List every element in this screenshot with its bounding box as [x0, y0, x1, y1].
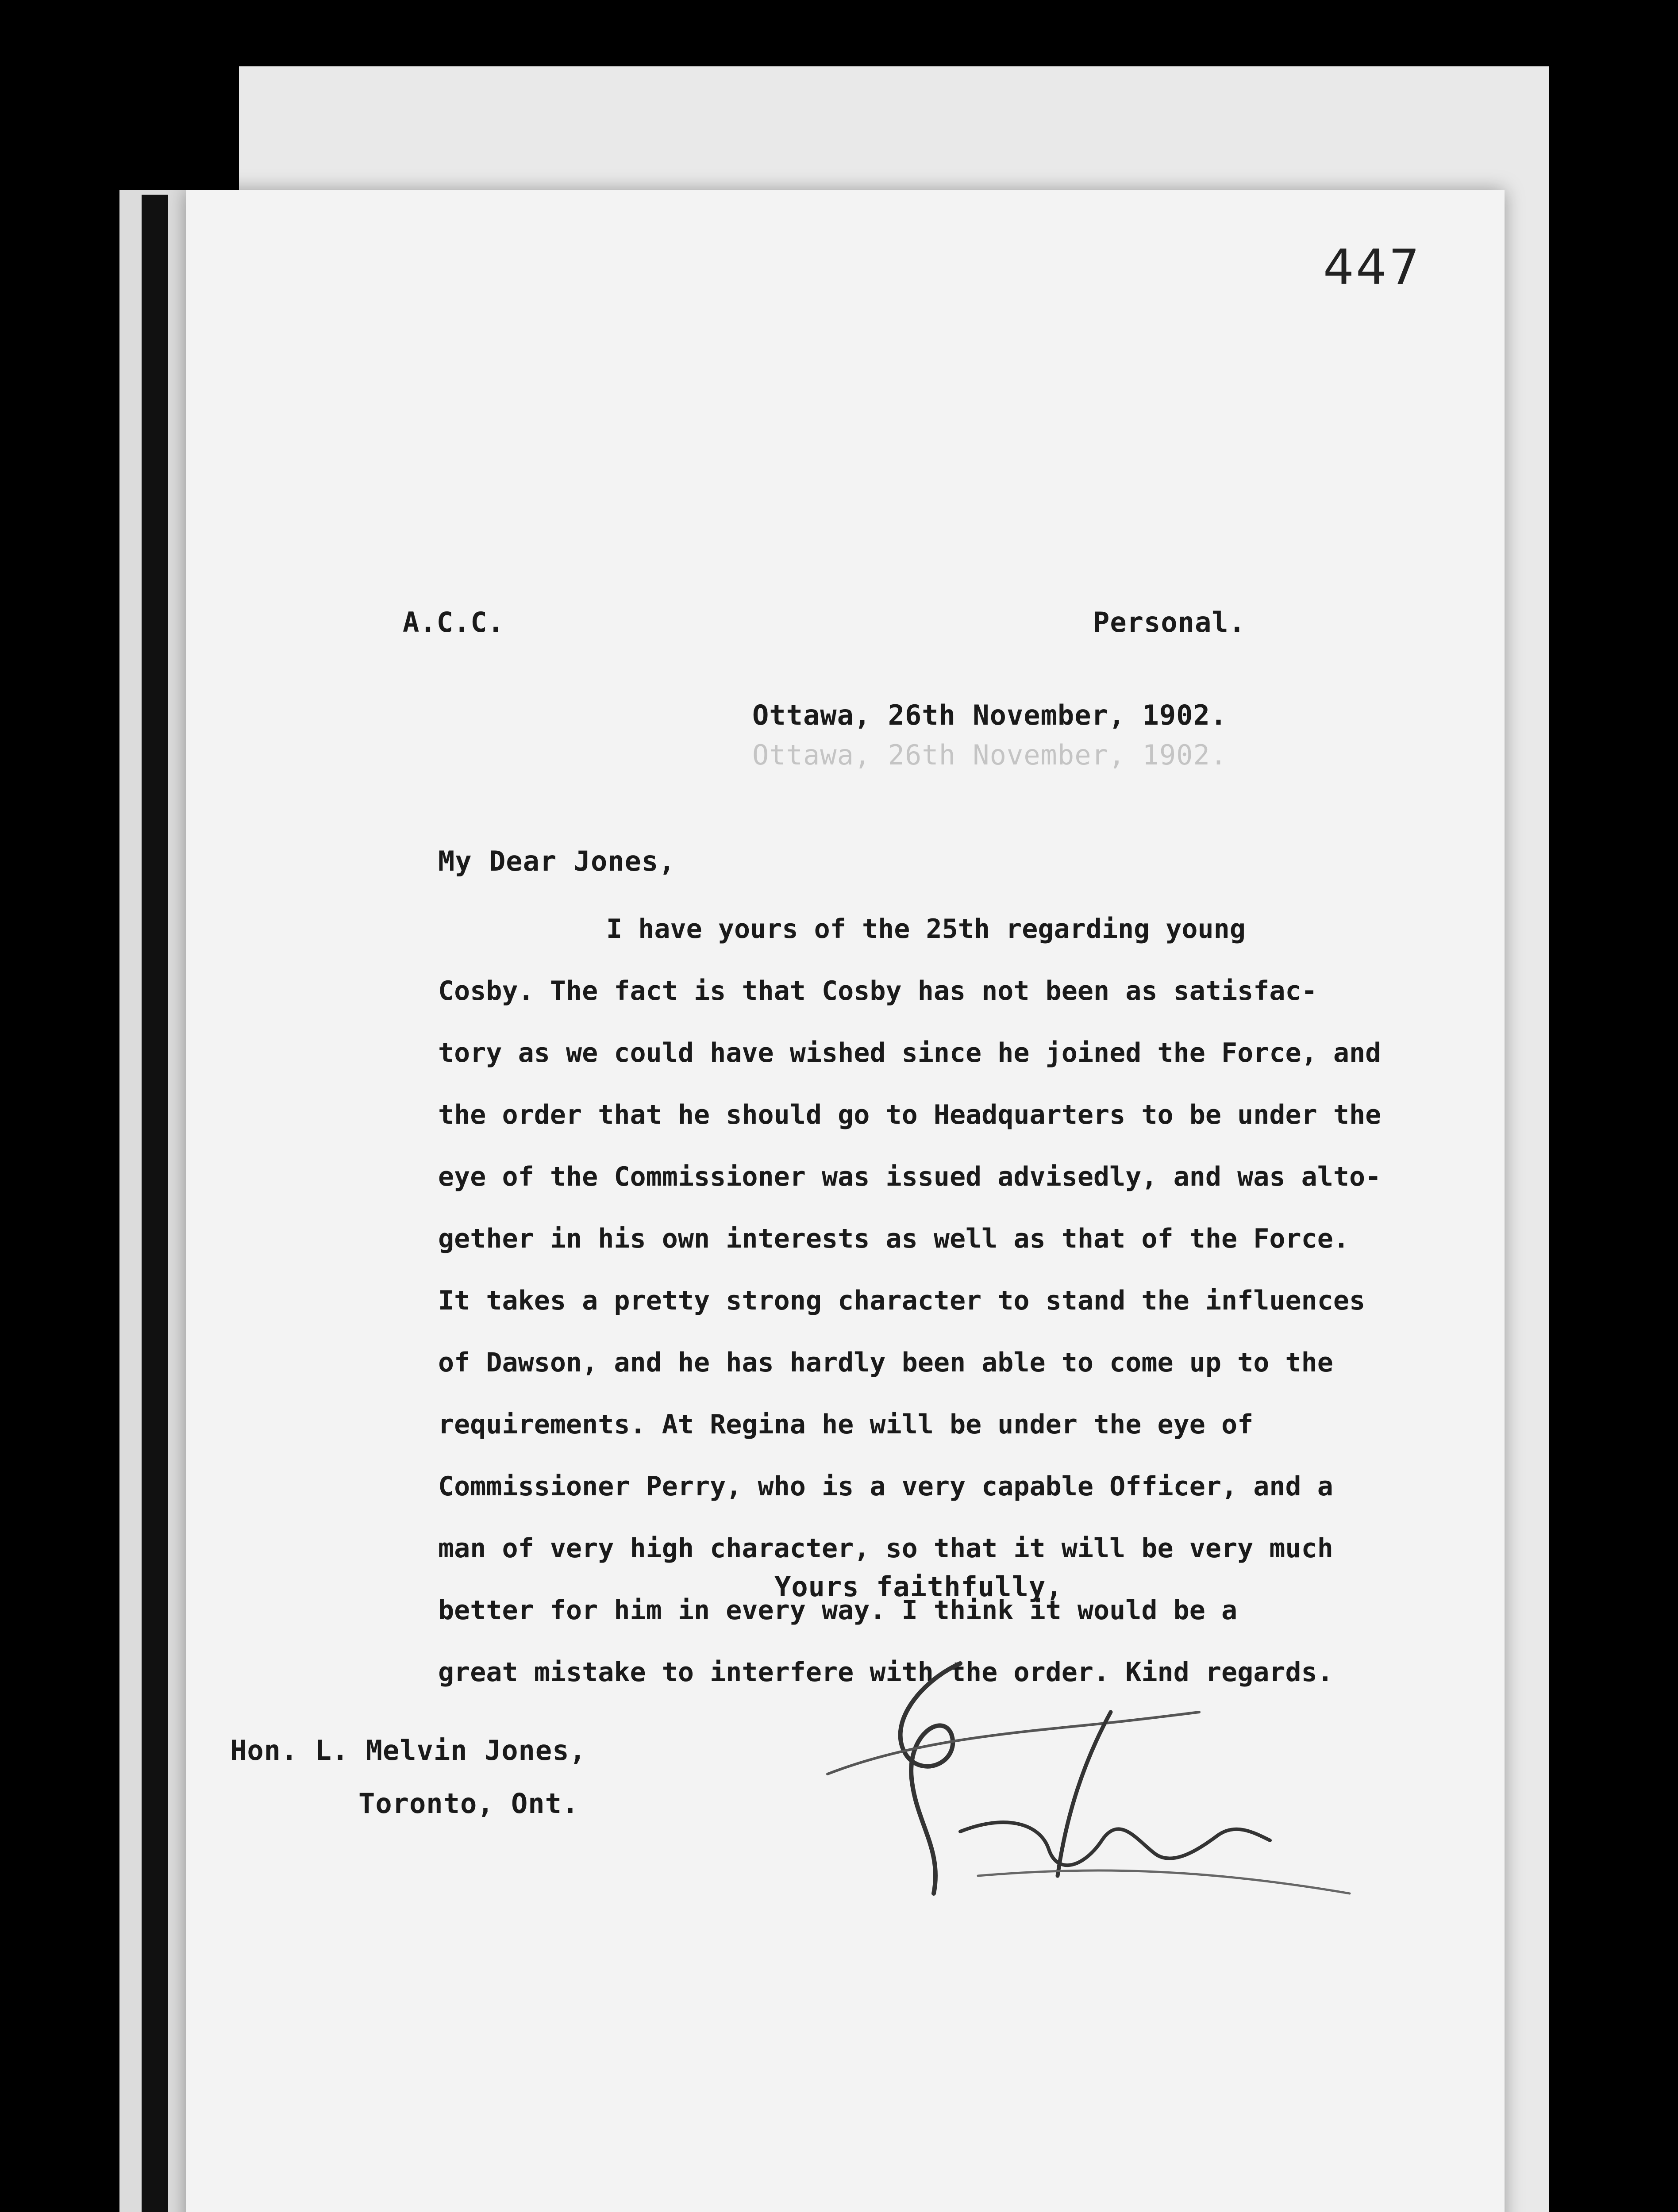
folio-number: 447 [1323, 239, 1421, 296]
body-line: I have yours of the 25th regarding young [606, 914, 1246, 945]
closing: Yours faithfully, [774, 1571, 1063, 1603]
paper-fold-shadow [142, 195, 168, 2212]
date-line: Ottawa, 26th November, 1902. [752, 699, 1228, 731]
reference-code: A.C.C. [403, 606, 504, 638]
salutation: My Dear Jones, [438, 845, 676, 877]
body-line: better for him in every way. I think it would be a [438, 1595, 1238, 1626]
date-line-ghost: Ottawa, 26th November, 1902. [752, 739, 1228, 771]
body-line: great mistake to interfere with the order. Kind regards. [438, 1657, 1333, 1688]
body-line: gether in his own interests as well as that of the Force. [438, 1223, 1350, 1254]
body-line: of Dawson, and he has hardly been able to come up to the [438, 1347, 1333, 1378]
body-line: It takes a pretty strong character to stand the influences [438, 1285, 1366, 1316]
body-line: the order that he should go to Headquarters to be under the [438, 1099, 1382, 1130]
body-line: Commissioner Perry, who is a very capable Officer, and a [438, 1471, 1333, 1502]
handwritten-signature [774, 1646, 1367, 1929]
body-line: eye of the Commissioner was issued advisedly, and was alto- [438, 1161, 1382, 1192]
recipient-name: Hon. L. Melvin Jones, [230, 1734, 586, 1767]
body-line: Cosby. The fact is that Cosby has not been as satisfac- [438, 975, 1317, 1006]
letter-page [186, 190, 1505, 2212]
body-line: requirements. At Regina he will be under the eye of [438, 1409, 1254, 1440]
recipient-place: Toronto, Ont. [358, 1787, 579, 1820]
body-line: man of very high character, so that it will be very much [438, 1533, 1333, 1564]
body-line: tory as we could have wished since he joined the Force, and [438, 1037, 1382, 1068]
classification-label: Personal. [1093, 606, 1246, 638]
